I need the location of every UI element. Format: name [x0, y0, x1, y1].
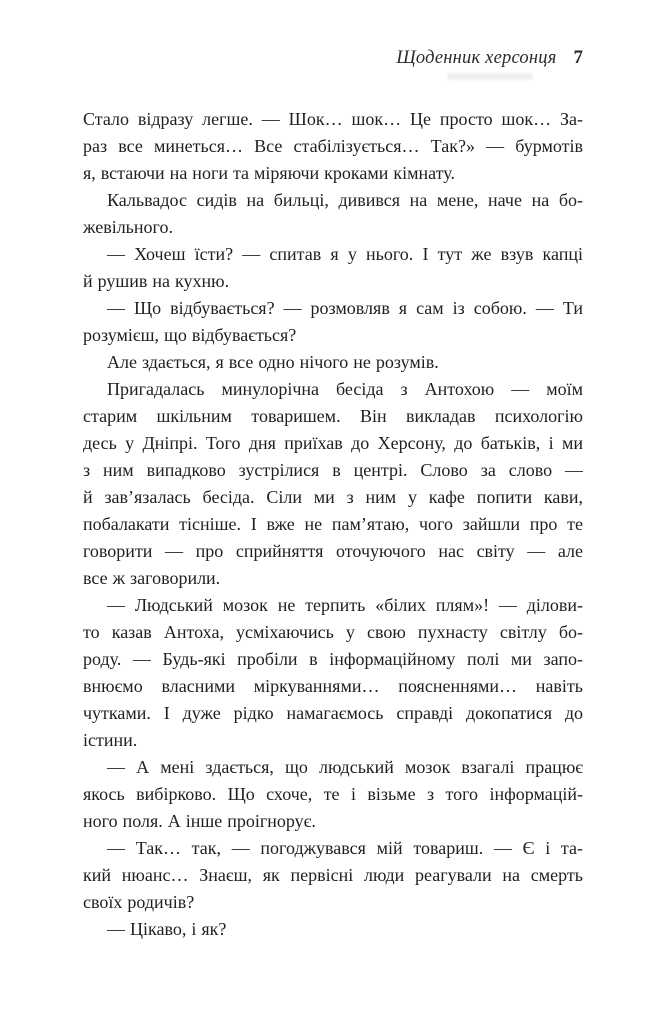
page-header [396, 47, 583, 69]
text-line: Але здається, я все одно нічого не розумів. [107, 352, 439, 372]
text-line: то казав Антоха, усміхаючись у свою пухнасту світлу бо- [83, 622, 583, 642]
text-line: роду. — Будь-які пробіли в інформаційному полі ми запо- [83, 649, 583, 669]
print-artifact [447, 73, 533, 80]
text-line: — Хочеш їсти? — спитав я у нього. І тут же взув капці [107, 244, 583, 264]
text-line: жевільного. [83, 217, 173, 237]
text-line: й зав’язалась бесіда. Сіли ми з ним у кафе попити кави, [83, 487, 583, 507]
text-line: кий нюанс… Знаєш, як первісні люди реагували на смерть [83, 865, 583, 885]
text-line: десь у Дніпрі. Того дня приїхав до Херсону, до батьків, і ми [83, 433, 583, 453]
text-line: — Що відбувається? — розмовляв я сам із собою. — Ти [107, 298, 583, 318]
text-line: істини. [83, 730, 138, 750]
text-line: — Цікаво, і як? [107, 919, 227, 939]
text-line: я, встаючи на ноги та міряючи кроками кімнату. [83, 163, 455, 183]
text-line: Пригадалась минулорічна бесіда з Антохою — моїм [107, 379, 583, 399]
text-line: Кальвадос сидів на бильці, дивився на мене, наче на бо- [107, 190, 583, 210]
text-line: — Так… так, — погоджувався мій товариш. — Є і та- [107, 838, 583, 858]
text-line: внюємо власними міркуваннями… поясненнями… навіть [83, 676, 583, 696]
text-line: побалакати тісніше. І вже не пам’ятаю, чого зайшли про те [83, 514, 583, 534]
text-line: своїх родичів? [83, 892, 195, 912]
text-line: якось вибірково. Що схоче, те і візьме з того інформацій- [83, 784, 583, 804]
running-title: Щоденник херсонця [396, 48, 557, 68]
text-line: все ж заговорили. [83, 568, 221, 588]
text-line: старим шкільним товаришем. Він викладав психологію [83, 406, 583, 426]
text-line: розумієш, що відбувається? [83, 325, 297, 345]
text-line: з ним випадково зустрілися в центрі. Слово за слово — [83, 460, 583, 480]
text-line: — Людський мозок не терпить «білих плям»! — ділови- [107, 595, 583, 615]
text-line: говорити — про сприйняття оточуючого нас світу — але [83, 541, 583, 561]
text-line: раз все минеться… Все стабілізується… Так?» — бурмотів [83, 136, 583, 156]
text-line: — А мені здається, що людський мозок взагалі працює [107, 757, 583, 777]
body-text [83, 106, 583, 943]
text-line: Стало відразу легше. — Шок… шок… Це просто шок… За- [83, 109, 583, 129]
text-line: чутками. І дуже рідко намагаємось справді докопатися до [83, 703, 583, 723]
text-line: й рушив на кухню. [83, 271, 230, 291]
page-number: 7 [573, 47, 583, 68]
text-line: ного поля. А інше проігнорує. [83, 811, 316, 831]
